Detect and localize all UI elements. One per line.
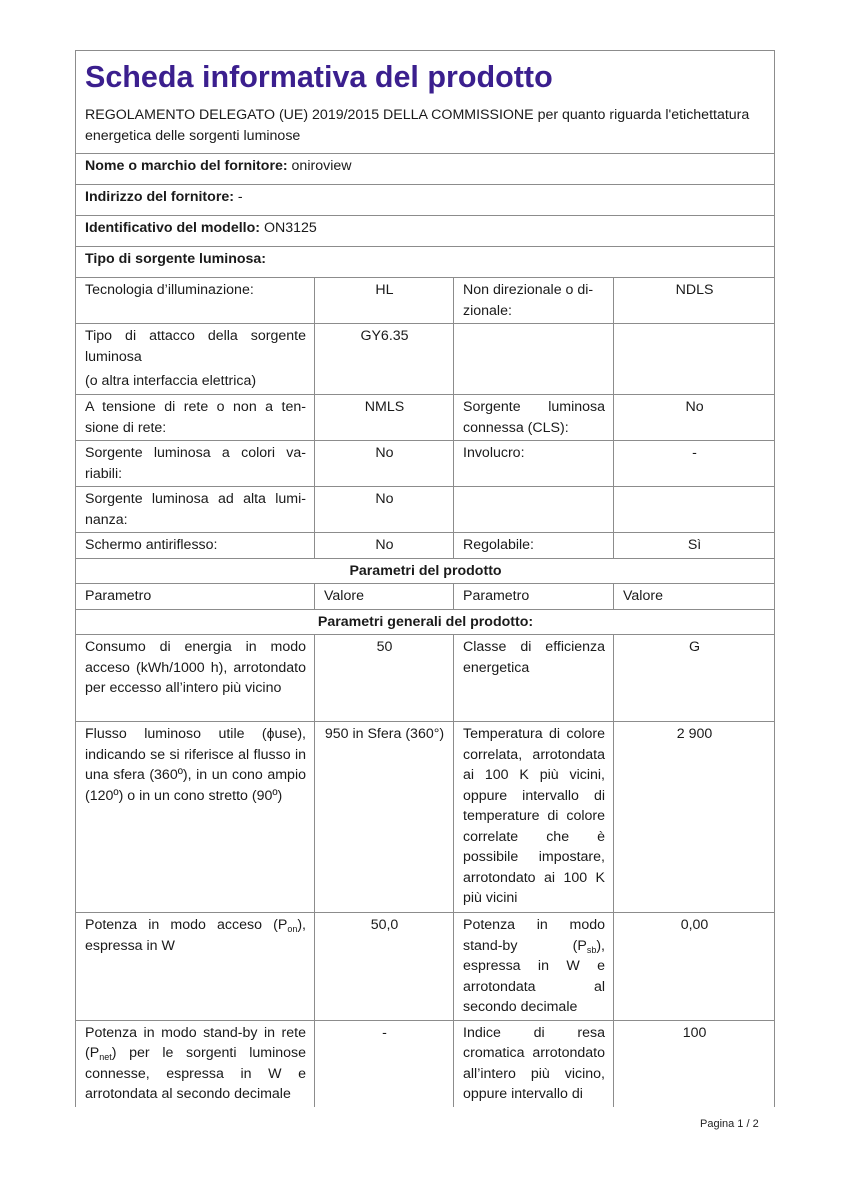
column-header-value: Valore <box>315 584 454 610</box>
param-label: Sorgente luminosa a colori va-riabili: <box>76 441 315 487</box>
general-row <box>76 722 775 913</box>
column-header-param: Parametro <box>454 584 614 610</box>
subsection-title: Parametri generali del prodotto: <box>76 609 775 635</box>
page-title: Scheda informativa del prodotto <box>85 60 553 94</box>
param-label: Temperatura di colore correlata, arrotondata ai 100 K più vicini, oppure intervallo di temperature di colore correlate che è possibile impostare, arrotondato ai 100 K più vicini <box>454 722 614 913</box>
supplier-address-value: - <box>237 189 243 205</box>
param-value: No <box>614 395 775 441</box>
param-value: NDLS <box>614 278 775 324</box>
supplier-name-value: oniroview <box>291 158 352 174</box>
supplier-name-row <box>76 154 775 185</box>
param-value: 100 <box>614 1020 775 1107</box>
param-value: GY6.35 <box>315 324 454 395</box>
param-label: Indice di resa cromatica arrotondato all’intero più vicino, oppure intervallo di <box>454 1020 614 1107</box>
model-id-row <box>76 216 775 247</box>
param-label-note: (o altra interfaccia elettrica) <box>85 373 257 389</box>
param-label: A tensione di rete o non a ten-sione di rete: <box>76 395 315 441</box>
page-number: Pagina 1 / 2 <box>700 1118 759 1130</box>
param-value: No <box>315 487 454 533</box>
title-row <box>76 51 775 154</box>
param-value: 2 900 <box>614 722 775 913</box>
light-source-type-label: Tipo di sorgente luminosa: <box>85 251 267 267</box>
param-label: Potenza in modo stand-by $(P_{sb})$, espressa in W e arrotondata al secondo decimale <box>454 913 614 1021</box>
product-info-table <box>75 50 775 1107</box>
column-header-value: Valore <box>614 584 775 610</box>
supplier-name-label: Nome o marchio del fornitore: <box>85 158 288 174</box>
param-label: Tecnologia d’illuminazione: <box>76 278 315 324</box>
column-header-param: Parametro <box>76 584 315 610</box>
type-row <box>76 487 775 533</box>
general-row <box>76 1020 775 1107</box>
supplier-address-row <box>76 185 775 216</box>
section-title: Parametri del prodotto <box>76 558 775 584</box>
model-id-value: ON3125 <box>263 220 317 236</box>
param-label: Potenza in modo stand-by in rete $(P_{net})$ per le sorgenti luminose connesse, espressa in W e arrotondata al secondo decimale <box>76 1020 315 1107</box>
param-label <box>454 324 614 395</box>
param-value: Sì <box>614 533 775 559</box>
param-label: Schermo antiriflesso: <box>76 533 315 559</box>
param-label: Classe di efficienza energetica <box>454 635 614 722</box>
regulation-subtitle: REGOLAMENTO DELEGATO (UE) 2019/2015 DELLA COMMISSIONE per quanto riguarda l'etichettatura energetica delle sorgenti luminose <box>85 107 750 144</box>
general-row <box>76 913 775 1021</box>
param-label: Sorgente luminosa ad alta lumi-nanza: <box>76 487 315 533</box>
param-value: NMLS <box>315 395 454 441</box>
param-value: 0,00 <box>614 913 775 1021</box>
param-label <box>454 487 614 533</box>
param-label: Tipo di attacco della sorgente luminosa <box>85 328 306 365</box>
param-label: Sorgente luminosa connessa (CLS): <box>454 395 614 441</box>
param-value: 50 <box>315 635 454 722</box>
light-source-type-row <box>76 247 775 278</box>
type-row <box>76 324 775 395</box>
general-row <box>76 635 775 722</box>
type-row <box>76 278 775 324</box>
supplier-address-label: Indirizzo del fornitore: <box>85 189 234 205</box>
param-value: - <box>315 1020 454 1107</box>
param-value: HL <box>315 278 454 324</box>
param-label: Non direzionale o di-zionale: <box>454 278 614 324</box>
title-cell <box>76 51 775 154</box>
param-value: No <box>315 441 454 487</box>
param-label: Consumo di energia in modo acceso (kWh/1000 h), arrotondato per eccesso all’intero più vicino <box>76 635 315 722</box>
type-row <box>76 533 775 559</box>
param-value <box>614 487 775 533</box>
column-header-row <box>76 584 775 610</box>
param-label: Flusso luminoso utile (ɸuse), indicando se si riferisce al flusso in una sfera (360º), in un cono ampio (120º) o in un cono stretto (90º) <box>76 722 315 913</box>
type-row <box>76 395 775 441</box>
type-row <box>76 441 775 487</box>
param-value: 950 in Sfera (360°) <box>315 722 454 913</box>
param-label: Potenza in modo acceso $(P_{on})$, espressa in W <box>76 913 315 1021</box>
param-value <box>614 324 775 395</box>
section-header-row <box>76 558 775 584</box>
subsection-header-row <box>76 609 775 635</box>
param-value: No <box>315 533 454 559</box>
param-value: G <box>614 635 775 722</box>
product-info-sheet <box>75 50 774 1107</box>
param-value: 50,0 <box>315 913 454 1021</box>
param-value: - <box>614 441 775 487</box>
param-label: Involucro: <box>454 441 614 487</box>
param-label: Regolabile: <box>454 533 614 559</box>
model-id-label: Identificativo del modello: <box>85 220 260 236</box>
